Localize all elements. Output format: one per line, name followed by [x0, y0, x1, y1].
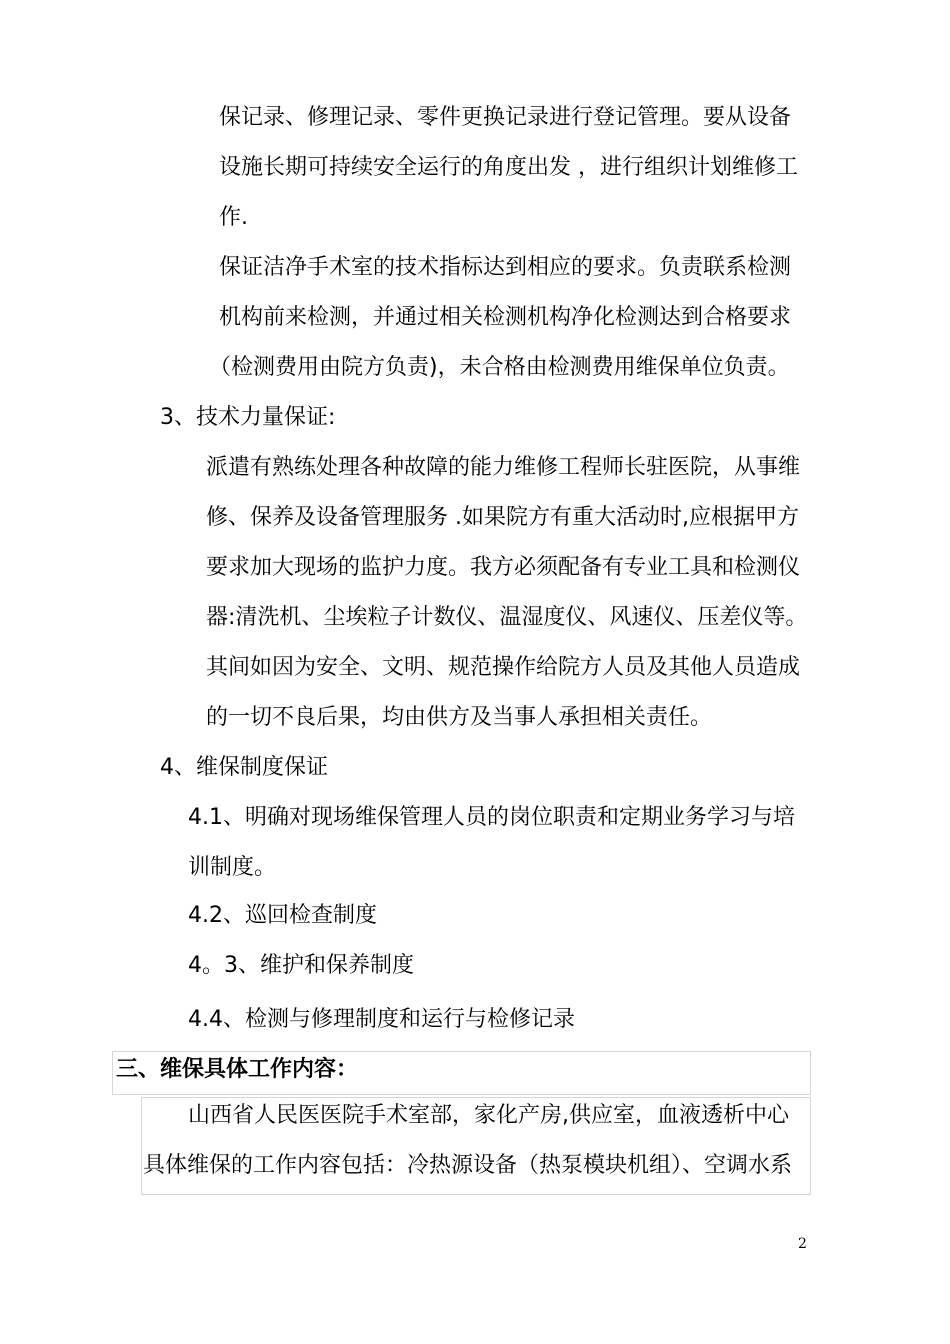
text-line-9: 修、保养及设备管理服务 .如果院方有重大活动时,应根据甲方: [206, 505, 799, 530]
section-3-heading: 3、技术力量保证:: [160, 405, 336, 430]
text-line-18: 4。3、维护和保养制度: [188, 953, 414, 978]
text-line-16: 训制度。: [188, 855, 277, 880]
text-line-3: 作.: [219, 205, 248, 230]
text-line-12: 其间如因为安全、文明、规范操作给院方人员及其他人员造成: [206, 655, 801, 680]
section-4-heading: 4、维保制度保证: [160, 755, 328, 780]
text-line-22: 具体维保的工作内容包括：冷热源设备（热泵模块机组）、空调水系: [143, 1153, 793, 1178]
text-line-19: 4.4、检测与修理制度和运行与检修记录: [188, 1007, 575, 1032]
text-line-8: 派遣有熟练处理各种故障的能力维修工程师长驻医院，从事维: [206, 455, 801, 480]
text-line-15: 4.1、明确对现场维保管理人员的岗位职责和定期业务学习与培: [188, 805, 795, 830]
text-line-17: 4.2、巡回检查制度: [188, 903, 377, 928]
text-line-4: 保证洁净手术室的技术指标达到相应的要求。负责联系检测: [219, 255, 792, 280]
text-line-1: 保记录、修理记录、零件更换记录进行登记管理。要从设备: [219, 105, 792, 130]
text-line-21: 山西省人民医医院手术室部，家化产房,供应室，血液透析中心: [188, 1103, 789, 1128]
text-line-13: 的一切不良后果，均由供方及当事人承担相关责任。: [206, 705, 713, 730]
page-number: 2: [798, 1236, 807, 1252]
text-line-2: 设施长期可持续安全运行的角度出发 ，进行组织计划维修工: [219, 155, 798, 180]
text-line-5: 机构前来检测，并通过相关检测机构净化检测达到合格要求: [219, 305, 792, 330]
text-line-10: 要求加大现场的监护力度。我方必须配备有专业工具和检测仪: [206, 555, 801, 580]
section-heading-maintenance: 三、维保具体工作内容：: [116, 1057, 359, 1082]
text-line-6: （检测费用由院方负责)，未合格由检测费用维保单位负责。: [209, 355, 790, 380]
text-line-11: 器:清洗机、尘埃粒子计数仪、温湿度仪、风速仪、压差仪等。: [206, 605, 808, 630]
